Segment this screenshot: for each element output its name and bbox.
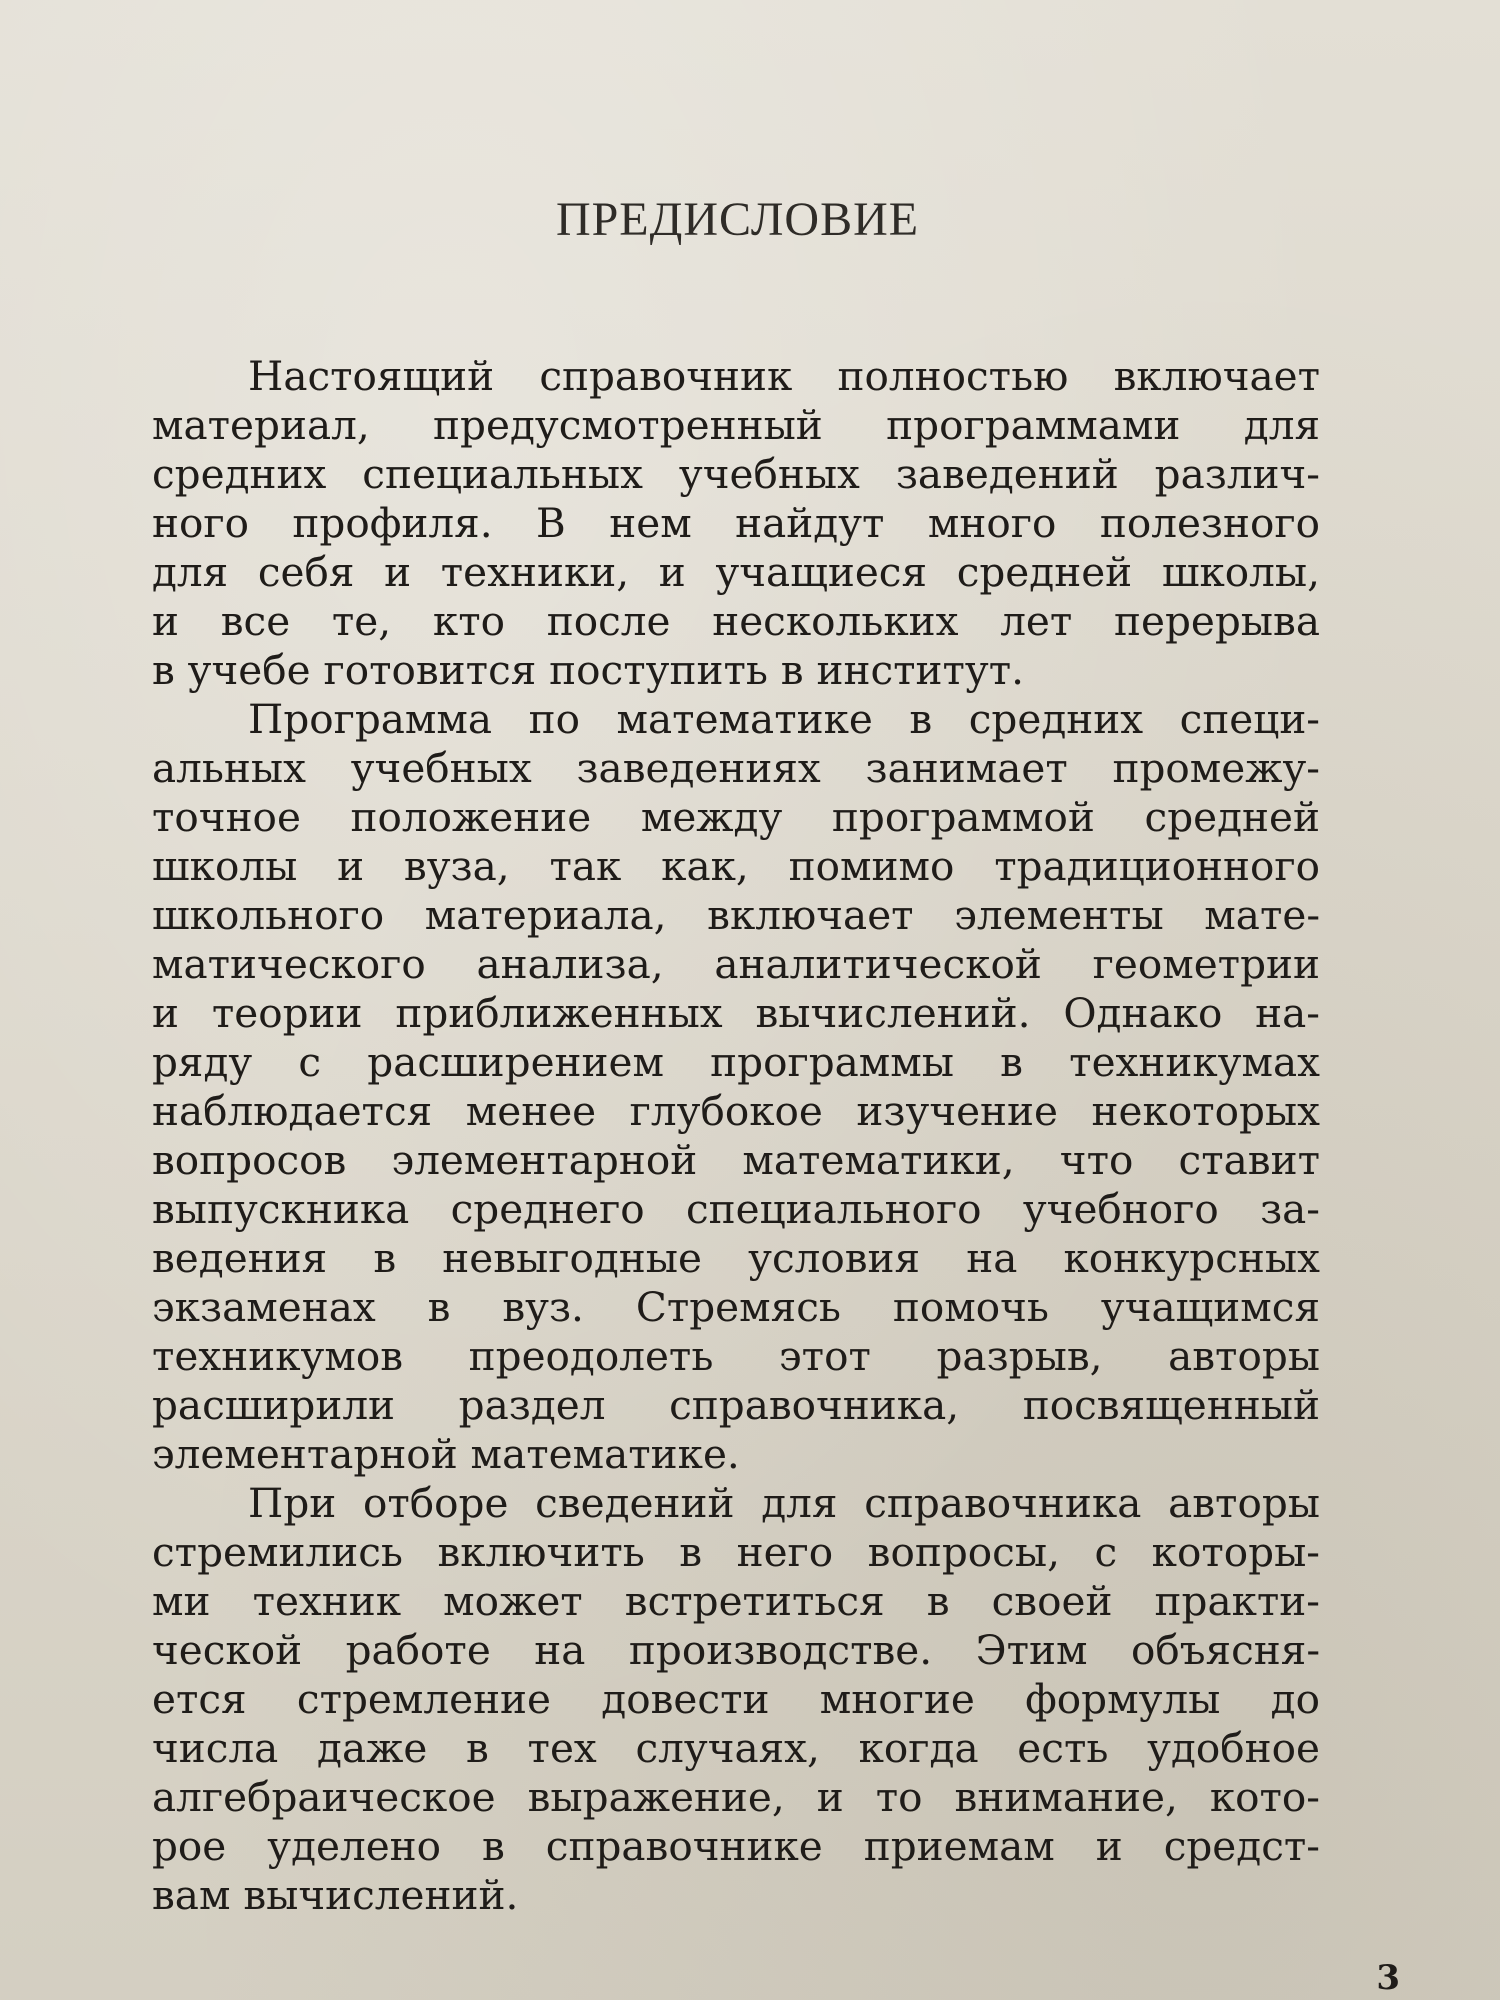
- paragraph-2: [152, 695, 1320, 1479]
- text-line: ется стремление довести многие формулы до: [152, 1675, 1320, 1723]
- text-line: вам вычислений.: [152, 1871, 519, 1919]
- text-line: ведения в невыгодные условия на конкурсных: [152, 1234, 1320, 1282]
- text-line: ряду с расширением программы в техникумах: [152, 1038, 1320, 1086]
- text-line: альных учебных заведениях занимает промежу-: [152, 744, 1320, 792]
- text-line: техникумов преодолеть этот разрыв, авторы: [152, 1332, 1320, 1380]
- paragraph-1: [152, 352, 1320, 695]
- page-number: 3: [1376, 1958, 1400, 1998]
- text-line: Настоящий справочник полностью включает: [248, 352, 1320, 400]
- text-line: рое уделено в справочнике приемам и средст-: [152, 1822, 1320, 1870]
- text-line: и теории приближенных вычислений. Однако на-: [152, 989, 1320, 1037]
- text-line: вопросов элементарной математики, что ставит: [152, 1136, 1320, 1184]
- paragraph-3: [152, 1479, 1320, 1920]
- text-line: школы и вуза, так как, помимо традиционного: [152, 842, 1320, 890]
- text-line: в учебе готовится поступить в институт.: [152, 646, 1025, 694]
- text-line: матического анализа, аналитической геометрии: [152, 940, 1320, 988]
- text-line: стремились включить в него вопросы, с которы-: [152, 1528, 1320, 1576]
- page-title: ПРЕДИСЛОВИЕ: [555, 193, 920, 246]
- text-line: выпускника среднего специального учебного за-: [152, 1185, 1320, 1233]
- body-text: [152, 352, 1320, 1920]
- text-line: школьного материала, включает элементы мате-: [152, 891, 1320, 939]
- text-line: ческой работе на производстве. Этим объясня-: [152, 1626, 1320, 1674]
- text-line: расширили раздел справочника, посвященный: [152, 1381, 1320, 1429]
- text-line: и все те, кто после нескольких лет перерыва: [152, 597, 1320, 645]
- text-line: ми техник может встретиться в своей практи-: [152, 1577, 1320, 1625]
- text-line: ного профиля. В нем найдут много полезного: [152, 499, 1320, 547]
- text-line: При отборе сведений для справочника авторы: [248, 1479, 1320, 1527]
- text-line: для себя и техники, и учащиеся средней школы,: [152, 548, 1320, 596]
- text-line: экзаменах в вуз. Стремясь помочь учащимся: [152, 1283, 1320, 1331]
- text-line: числа даже в тех случаях, когда есть удобное: [152, 1724, 1320, 1772]
- text-line: наблюдается менее глубокое изучение некоторых: [152, 1087, 1320, 1135]
- text-line: алгебраическое выражение, и то внимание, кото-: [152, 1773, 1320, 1821]
- text-line: элементарной математике.: [152, 1430, 740, 1478]
- text-line: точное положение между программой средней: [152, 793, 1320, 841]
- text-line: Программа по математике в средних специ-: [248, 695, 1320, 743]
- text-line: материал, предусмотренный программами для: [152, 401, 1320, 449]
- text-line: средних специальных учебных заведений различ-: [152, 450, 1320, 498]
